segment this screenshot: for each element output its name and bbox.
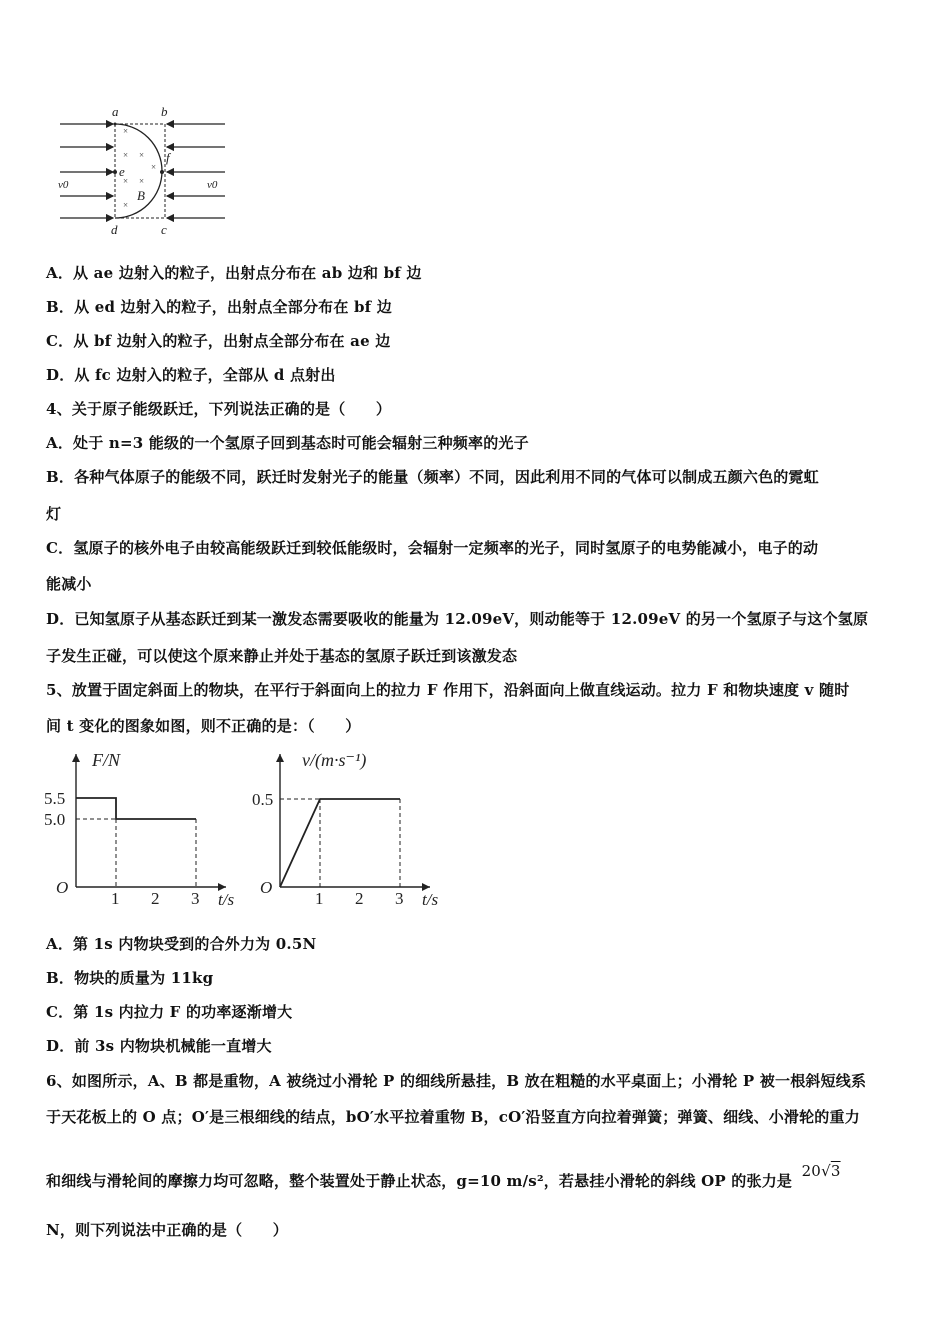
q5-charts bbox=[44, 742, 448, 912]
svg-text:×: × bbox=[139, 176, 145, 186]
chart1-x-tick-3: 3 bbox=[191, 889, 200, 908]
chart2-x-tick-3: 3 bbox=[395, 889, 404, 908]
q3-option-b: B．从 ed 边射入的粒子，出射点全部分布在 bf 边 bbox=[46, 298, 392, 316]
label-a: a bbox=[112, 104, 119, 119]
chart1-y-arrow-icon bbox=[72, 754, 80, 762]
svg-text:×: × bbox=[151, 162, 157, 172]
chart2-y-arrow-icon bbox=[276, 754, 284, 762]
field-figure bbox=[55, 100, 230, 240]
chart1-x-tick-1: 1 bbox=[111, 889, 120, 908]
q5-stem-line2: 间 t 变化的图象如图，则不正确的是：（ ） bbox=[46, 717, 361, 735]
chart2-y-tick-0.5: 0.5 bbox=[252, 790, 274, 809]
chart2-origin-label: O bbox=[260, 878, 273, 897]
svg-text:×: × bbox=[139, 150, 145, 160]
label-f: f bbox=[166, 150, 170, 165]
chart1-series-line bbox=[76, 798, 196, 819]
sqrt-symbol-icon: √ bbox=[821, 1162, 831, 1180]
svg-text:×: × bbox=[123, 176, 129, 186]
chart1-y-tick-5.5: 5.5 bbox=[44, 789, 66, 808]
q6-stem-line1: 6、如图所示，A、B 都是重物，A 被绕过小滑轮 P 的细线所悬挂，B 放在粗糙的水平桌面上；小滑轮 P 被一根斜短线系 bbox=[46, 1072, 867, 1090]
q5-option-a: A．第 1s 内物块受到的合外力为 0.5N bbox=[46, 935, 317, 953]
q4-option-d-line2: 子发生正碰，可以使这个原来静止并处于基态的氢原子跃迁到该激发态 bbox=[46, 647, 518, 665]
q4-stem: 4、关于原子能级跃迁，下列说法正确的是（ ） bbox=[46, 400, 392, 418]
svg-text:×: × bbox=[123, 126, 129, 136]
q3-option-a: A．从 ae 边射入的粒子，出射点分布在 ab 边和 bf 边 bbox=[46, 264, 422, 282]
q4-option-b-line1: B．各种气体原子的能级不同，跃迁时发射光子的能量（频率）不同，因此利用不同的气体可以制成五颜六色的霓虹 bbox=[46, 468, 819, 486]
label-b: b bbox=[161, 104, 168, 119]
q4-option-c-line2: 能减小 bbox=[46, 575, 92, 593]
chart2-series-line bbox=[280, 799, 400, 887]
chart1-y-tick-5.0: 5.0 bbox=[44, 810, 66, 829]
q4-option-d-line1: D．已知氢原子从基态跃迁到某一激发态需要吸收的能量为 12.09eV，则动能等于 12.09eV 的另一个氢原子与这个氢原 bbox=[46, 610, 869, 628]
label-v0-left: v0 bbox=[58, 179, 69, 191]
tension-value bbox=[802, 1162, 841, 1180]
q4-option-b-line2: 灯 bbox=[46, 505, 62, 523]
svg-text:×: × bbox=[123, 200, 129, 210]
label-B: B bbox=[137, 188, 145, 203]
label-e: e bbox=[119, 164, 125, 179]
q4-option-a: A．处于 n=3 能级的一个氢原子回到基态时可能会辐射三种频率的光子 bbox=[46, 434, 529, 452]
q6-stem-line4: N，则下列说法中正确的是（ ） bbox=[46, 1221, 288, 1239]
chart2-y-label: v/(m·s⁻¹) bbox=[302, 750, 367, 770]
label-v0-right: v0 bbox=[207, 179, 218, 191]
chart1-x-label: t/s bbox=[218, 890, 235, 909]
field-diagram-svg bbox=[55, 100, 230, 240]
chart2-x-tick-2: 2 bbox=[355, 889, 364, 908]
q5-option-b: B．物块的质量为 11kg bbox=[46, 969, 214, 987]
q4-option-c-line1: C．氢原子的核外电子由较高能级跃迁到较低能级时，会辐射一定频率的光子，同时氢原子的电势能减小，电子的动 bbox=[46, 539, 819, 557]
svg-text:×: × bbox=[123, 150, 129, 160]
q5-charts-svg bbox=[44, 742, 448, 912]
chart1-origin-label: O bbox=[56, 878, 69, 897]
q3-option-d: D．从 fc 边射入的粒子，全部从 d 点射出 bbox=[46, 366, 336, 384]
tension-coef: 20 bbox=[801, 1162, 822, 1180]
q5-option-c: C．第 1s 内拉力 F 的功率逐渐增大 bbox=[46, 1003, 293, 1021]
q6-stem-line3 bbox=[46, 1162, 841, 1191]
q5-stem-line1: 5、放置于固定斜面上的物块，在平行于斜面向上的拉力 F 作用下，沿斜面向上做直线运动。拉力 F 和物块速度 v 随时 bbox=[46, 681, 850, 699]
chart2-x-label: t/s bbox=[422, 890, 439, 909]
q6-stem-line3-text: 和细线与滑轮间的摩擦力均可忽略，整个装置处于静止状态，g=10 m/s²，若悬挂小滑轮的斜线 OP 的张力是 bbox=[46, 1172, 793, 1190]
tension-radicand: 3 bbox=[830, 1162, 841, 1180]
q6-stem-line2: 于天花板上的 O 点；O′是三根细线的结点，bO′水平拉着重物 B，cO′沿竖直方向拉着弹簧；弹簧、细线、小滑轮的重力 bbox=[46, 1108, 860, 1126]
label-c: c bbox=[161, 222, 167, 237]
chart1-x-tick-2: 2 bbox=[151, 889, 160, 908]
chart1-y-label: F/N bbox=[92, 750, 121, 770]
chart2-x-tick-1: 1 bbox=[315, 889, 324, 908]
q3-option-c: C．从 bf 边射入的粒子，出射点全部分布在 ae 边 bbox=[46, 332, 391, 350]
q5-option-d: D．前 3s 内物块机械能一直增大 bbox=[46, 1037, 272, 1055]
label-d: d bbox=[111, 222, 118, 237]
